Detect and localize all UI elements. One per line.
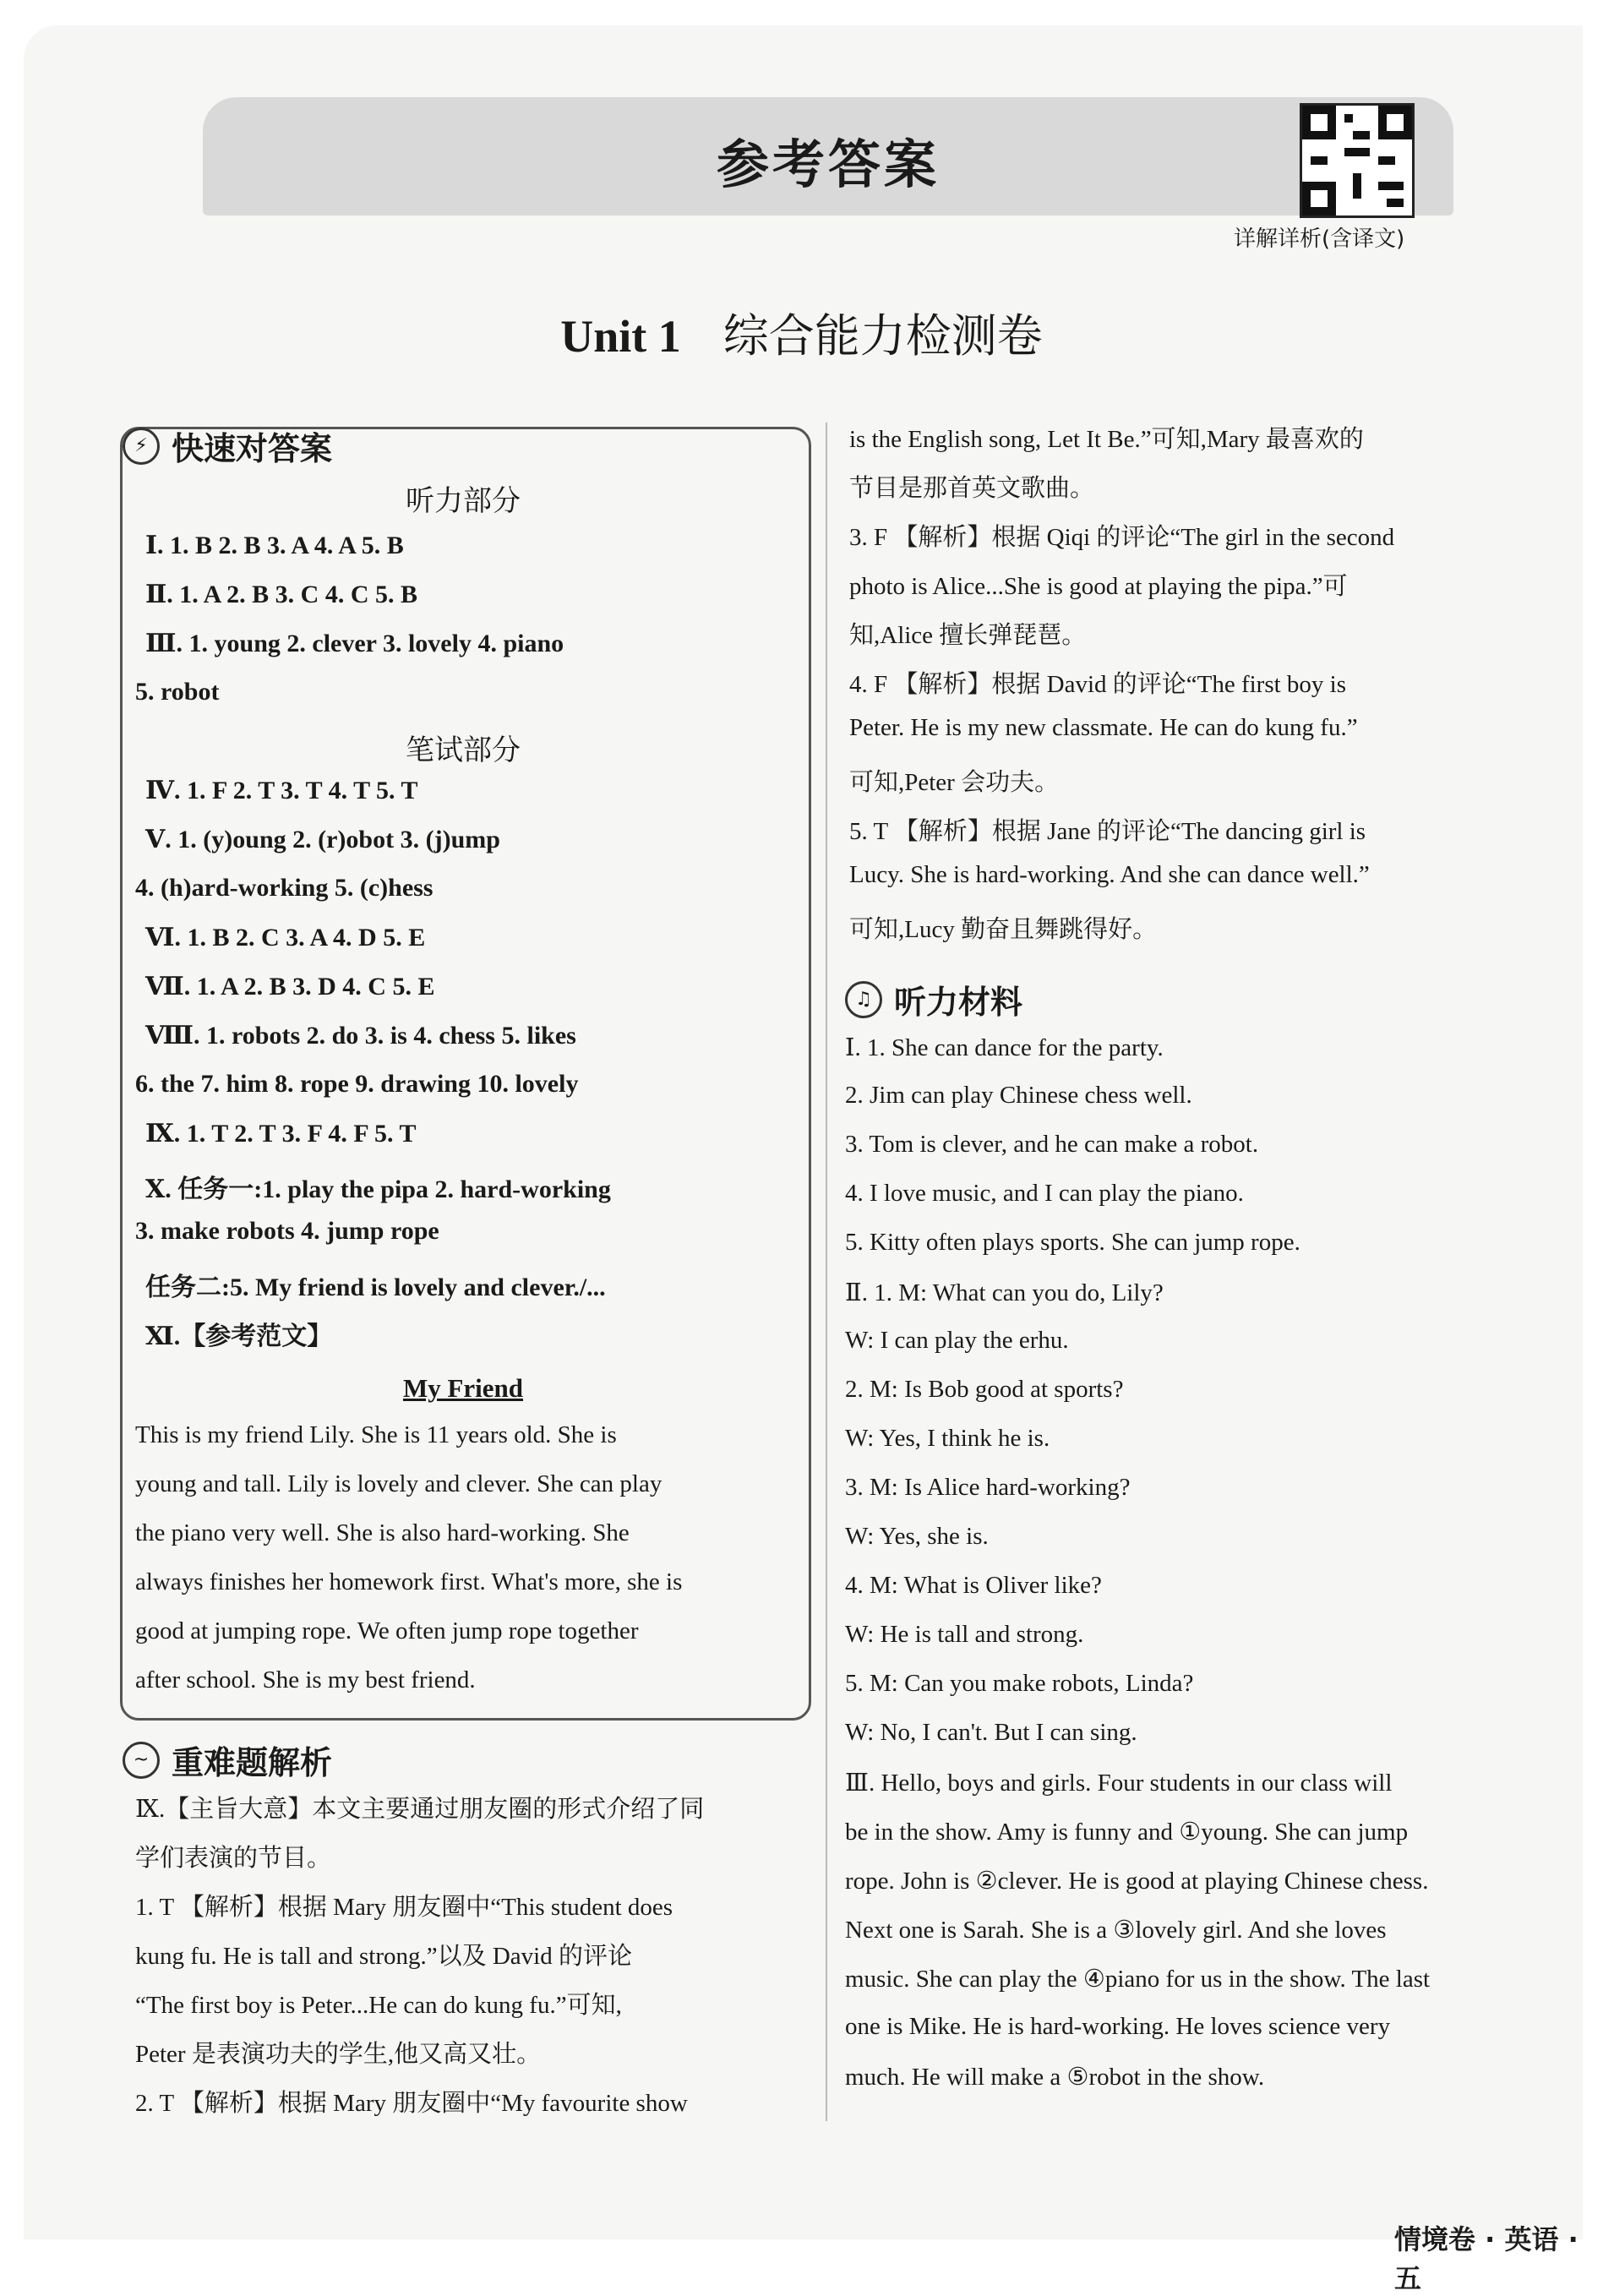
answer-line: Ⅺ.【参考范文】 <box>145 1323 333 1350</box>
text-line: 3. M: Is Alice hard-working? <box>845 1474 1131 1501</box>
heading-text: 重难题解析 <box>172 1744 333 1781</box>
text-line: be in the show. Amy is funny and ①young. She can jump <box>845 1819 1409 1846</box>
text-line: Lucy. She is hard-working. And she can dance well.” <box>849 861 1370 888</box>
text-line: Ⅱ. 1. M: What can you do, Lily? <box>845 1279 1164 1306</box>
qr-code-icon[interactable] <box>1300 103 1415 218</box>
text-line: much. He will make a ⑤robot in the show. <box>845 2064 1265 2091</box>
answer-line: Ⅷ. 1. robots 2. do 3. is 4. chess 5. likes <box>145 1022 576 1050</box>
unit-name: 综合能力检测卷 <box>722 309 1043 363</box>
text-line: 5. Kitty often plays sports. She can jump rope. <box>845 1229 1300 1256</box>
text-line: photo is Alice...She is good at playing the pipa.”可 <box>849 573 1348 600</box>
text-line: after school. She is my best friend. <box>135 1666 476 1693</box>
answer-line: Ⅵ. 1. B 2. C 3. A 4. D 5. E <box>145 924 426 952</box>
text-line: Ⅸ.【主旨大意】本文主要通过朋友圈的形式介绍了同 <box>135 1796 705 1823</box>
heading-text: 听力材料 <box>894 984 1023 1021</box>
text-line: 可知,Lucy 勤奋且舞跳得好。 <box>849 916 1158 943</box>
text-line: W: No, I can't. But I can sing. <box>845 1719 1137 1746</box>
text-line: 学们表演的节目。 <box>135 1845 332 1872</box>
text-line: 节目是那首英文歌曲。 <box>849 475 1095 502</box>
text-line: 2. M: Is Bob good at sports? <box>845 1376 1124 1403</box>
text-line: Next one is Sarah. She is a ③lovely girl. And she loves <box>845 1917 1387 1944</box>
text-line: 5. T 【解析】根据 Jane 的评论“The dancing girl is <box>849 818 1366 845</box>
unit-number: Unit 1 <box>560 311 681 362</box>
listening-section-title: 听力部分 <box>406 484 521 518</box>
answer-line: 3. make robots 4. jump rope <box>135 1217 439 1245</box>
text-line: always finishes her homework first. What's more, she is <box>135 1568 683 1595</box>
answer-line: Ⅳ. 1. F 2. T 3. T 4. T 5. T <box>145 777 418 804</box>
listening-material-heading <box>845 976 1022 1023</box>
text-line: the piano very well. She is also hard-working. She <box>135 1519 630 1546</box>
text-line: This is my friend Lily. She is 11 years old. She is <box>135 1421 617 1448</box>
text-line: Peter. He is my new classmate. He can do kung fu.” <box>849 714 1358 741</box>
text-line: 4. F 【解析】根据 David 的评论“The first boy is <box>849 671 1347 698</box>
lightning-icon: ⚡ <box>123 428 160 465</box>
text-line: W: Yes, I think he is. <box>845 1425 1050 1452</box>
answer-line: 4. (h)ard-working 5. (c)hess <box>135 874 433 902</box>
text-line: Ⅰ. 1. She can dance for the party. <box>845 1034 1164 1061</box>
quick-answer-heading <box>123 423 332 469</box>
heading-text: 快速对答案 <box>172 430 333 467</box>
headphones-icon: ♫ <box>845 981 882 1018</box>
text-line: 5. M: Can you make robots, Linda? <box>845 1670 1194 1697</box>
answer-line: 任务二:5. My friend is lovely and clever./... <box>145 1273 606 1301</box>
text-line: is the English song, Let It Be.”可知,Mary 最喜欢的 <box>849 426 1364 453</box>
qr-caption: 详解详析(含译文) <box>1234 226 1405 252</box>
text-line: one is Mike. He is hard-working. He loves science very <box>845 2013 1391 2040</box>
answer-line: 5. robot <box>135 678 220 706</box>
text-line: young and tall. Lily is lovely and clever. She can play <box>135 1470 662 1497</box>
text-line: 可知,Peter 会功夫。 <box>849 769 1060 796</box>
writing-section-title: 笔试部分 <box>406 734 521 767</box>
answer-line: Ⅴ. 1. (y)oung 2. (r)obot 3. (j)ump <box>145 826 500 854</box>
answer-line: Ⅱ. 1. A 2. B 3. C 4. C 5. B <box>145 581 417 608</box>
answer-line: Ⅹ. 任务一:1. play the pipa 2. hard-working <box>145 1175 611 1203</box>
chart-line-icon: ~ <box>123 1742 160 1779</box>
answer-line: 6. the 7. him 8. rope 9. drawing 10. lovely <box>135 1070 579 1098</box>
text-line: 1. T 【解析】根据 Mary 朋友圈中“This student does <box>135 1894 673 1921</box>
answer-line: Ⅶ. 1. A 2. B 3. D 4. C 5. E <box>145 973 435 1001</box>
page-title: 参考答案 <box>716 134 940 195</box>
title-banner <box>203 97 1453 215</box>
answer-line: Ⅰ. 1. B 2. B 3. A 4. A 5. B <box>145 532 404 559</box>
text-line: 3. Tom is clever, and he can make a robot. <box>845 1131 1259 1158</box>
text-line: 4. M: What is Oliver like? <box>845 1572 1102 1599</box>
text-line: 2. T 【解析】根据 Mary 朋友圈中“My favourite show <box>135 2090 688 2117</box>
text-line: Ⅲ. Hello, boys and girls. Four students in our class will <box>845 1770 1393 1797</box>
text-line: 知,Alice 擅长弹琵琶。 <box>849 622 1087 649</box>
answer-line: Ⅲ. 1. young 2. clever 3. lovely 4. piano <box>145 630 564 657</box>
footer-label: 情境卷 · 英语 · 五 <box>1394 2223 1578 2294</box>
text-line: W: I can play the erhu. <box>845 1327 1069 1354</box>
analysis-heading <box>123 1737 332 1783</box>
text-line: rope. John is ②clever. He is good at playing Chinese chess. <box>845 1868 1429 1895</box>
column-divider <box>826 423 827 2121</box>
text-line: Peter 是表演功夫的学生,他又高又壮。 <box>135 2041 542 2068</box>
text-line: W: He is tall and strong. <box>845 1621 1084 1648</box>
text-line: music. She can play the ④piano for us in the show. The last <box>845 1966 1431 1993</box>
unit-title <box>0 300 1603 365</box>
answer-line: Ⅸ. 1. T 2. T 3. F 4. F 5. T <box>145 1120 417 1148</box>
text-line: good at jumping rope. We often jump rope together <box>135 1617 639 1644</box>
essay-title: My Friend <box>402 1373 524 1403</box>
text-line: kung fu. He is tall and strong.”以及 David 的评论 <box>135 1943 632 1970</box>
text-line: 4. I love music, and I can play the piano. <box>845 1180 1244 1207</box>
text-line: 3. F 【解析】根据 Qiqi 的评论“The girl in the second <box>849 524 1395 551</box>
text-line: 2. Jim can play Chinese chess well. <box>845 1082 1192 1109</box>
text-line: “The first boy is Peter...He can do kung fu.”可知, <box>135 1992 622 2019</box>
text-line: W: Yes, she is. <box>845 1523 989 1550</box>
